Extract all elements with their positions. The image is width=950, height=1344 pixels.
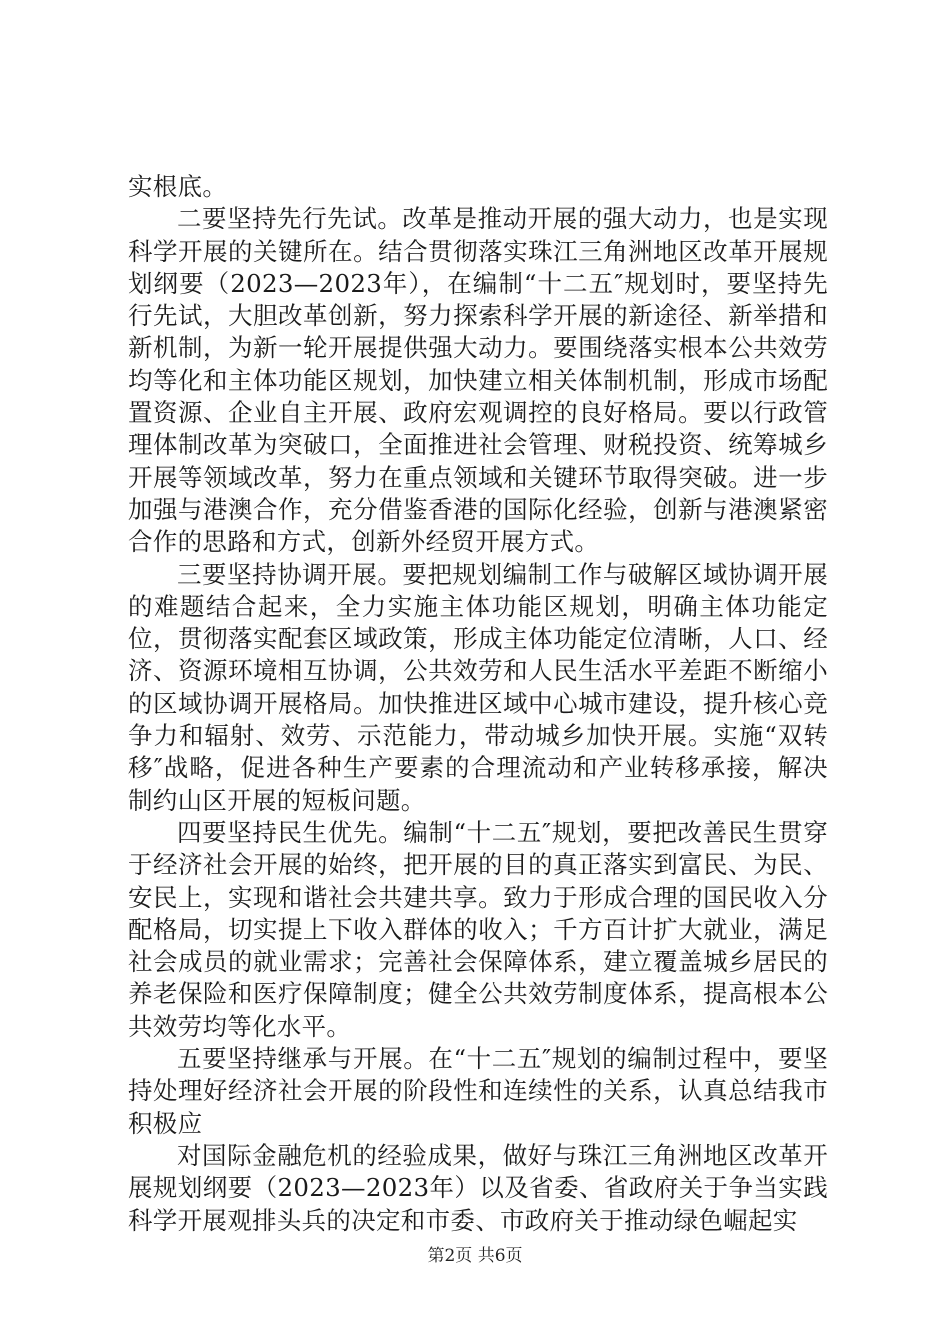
paragraph-livelihood: 四要坚持民生优先。编制“十二五″规划，要把改善民生贯穿于经济社会开展的始终，把开展的目的真正落实到富民、为民、安民上，实现和谐社会共建共享。致力于形成合理的国民收入分配格局，切实提上下收入群体的收入；千方百计扩大就业，满足社会成员的就业需求；完善社会保障体系，建立覆盖城乡居民的养老保险和医疗保障制度；健全公共效劳制度体系，提高根本公共效劳均等化水平。 (128, 817, 828, 1041)
paragraph-coordination: 三要坚持协调开展。要把规划编制工作与破解区域协调开展的难题结合起来，全力实施主体功能区规划，明确主体功能定位，贯彻落实配套区域政策，形成主体功能定位清晰，人口、经济、资源环境相互协调，公共效劳和人民生活水平差距不断缩小的区域协调开展格局。加快推进区域中心城市建设，提升核心竞争力和辐射、效劳、示范能力，带动城乡加快开展。实施“双转移″战略，促进各种生产要素的合理流动和产业转移承接，解决制约山区开展的短板问题。 (128, 559, 829, 815)
paragraph-inheritance: 五要坚持继承与开展。在“十二五″规划的编制过程中，要坚持处理好经济社会开展的阶段性和连续性的关系，认真总结我市积极应 (128, 1044, 828, 1138)
paragraph-continuation: 实根底。 (128, 172, 228, 201)
document-body (128, 171, 828, 1237)
paragraph-financial-crisis: 对国际金融危机的经验成果，做好与珠江三角洲地区改革开展规划纲要（2023—2023年）以及省委、省政府关于争当实践科学开展观排头兵的决定和市委、市政府关于推动绿色崛起实 (128, 1140, 828, 1235)
page-number-footer: 第2页 共6页 (427, 1246, 523, 1266)
paragraph-reform: 二要坚持先行先试。改革是推动开展的强大动力，也是实现科学开展的关键所在。结合贯彻落实珠江三角洲地区改革开展规划纲要（2023—2023年），在编制“十二五″规划时，要坚持先行先试，大胆改革创新，努力探索科学开展的新途径、新举措和新机制，为新一轮开展提供强大动力。要围绕落实根本公共效劳均等化和主体功能区规划，加快建立相关体制机制，形成市场配置资源、企业自主开展、政府宏观调控的良好格局。要以行政管理体制改革为突破口，全面推进社会管理、财税投资、统筹城乡开展等领域改革，努力在重点领域和关键环节取得突破。进一步加强与港澳合作，充分借鉴香港的国际化经验，创新与港澳紧密合作的思路和方式，创新外经贸开展方式。 (128, 204, 828, 557)
